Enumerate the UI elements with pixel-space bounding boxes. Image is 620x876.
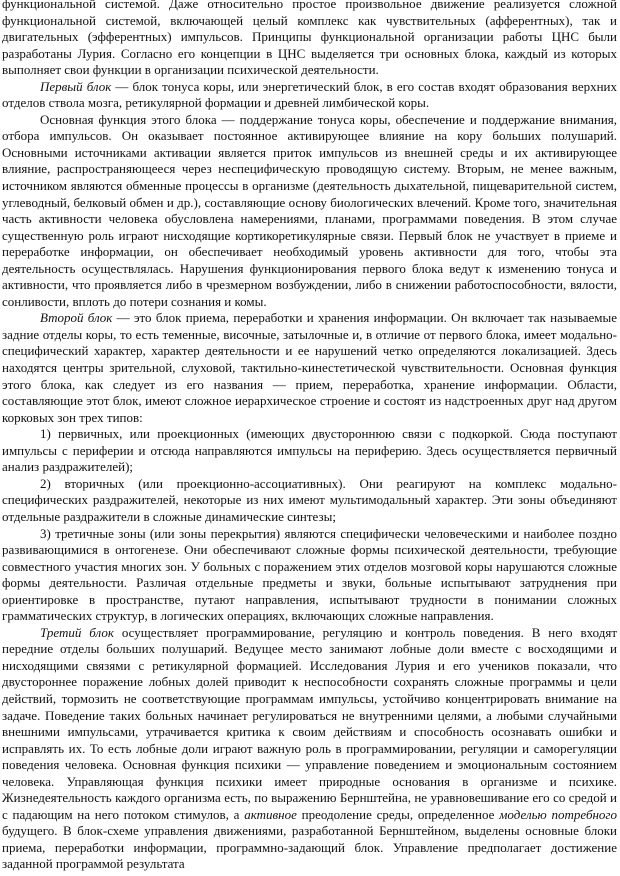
third-block-text-b: преодоление среды, определенное [296,806,500,822]
paragraph-intro [2,0,617,79]
secondary-zones-text: 2) вторичных (или проекционно-ассоциативных). Они реагируют на комплекс модально-специфических раздражителей, некоторые из них имеют мультимодальный характер. Эти зоны объединяют отдельные раздражители в сложные динамические синтезы; [2,475,617,524]
primary-zones-text: 1) первичных, или проекционных (имеющих двустороннюю связи с подкоркой. Сюда поступают импульсы с периферии и отсюда направляются импульсы на периферию. Здесь осуществляется первичный анализ раздражителей); [2,426,617,475]
first-block-text: — блок тонуса коры, или энергетический блок, в его состав входят образования верхних отделов ствола мозга, ретикулярной формации и древней лимбической коры. [2,78,618,111]
first-block-function-text: Основная функция этого блока — поддержание тонуса коры, обеспечение и поддержание внимания, отбора импульсов. Он оказывает постоянное активирующее влияние на кору больших полушарий. Основными источниками активации является приток импульсов из внешней среды и их активирующее влияние, распространяющееся через неспецифическую проводящую систему. Вторым, не менее важным, источником являются обменные процессы в организме (деятельность дыхательной, пищеварительной систем, углеводный, белковый обмен и др.), составляющие основу биологических влечений. Кроме того, значительная часть активности человека обусловлена намерениями, планами, программами поведения. В этом случае существенную роль играют нисходящие кортикоретикулярные связи. Первый блок не участвует в приеме и переработке информации, он обеспечивает необходимый уровень активности для того, чтобы эта деятельность осуществлялась. Нарушения функционирования первого блока ведут к изменению тонуса и активности, что проявляется либо в чрезмерном возбуждении, либо в снижении работоспособности, вялости, сонливости, вплоть до потери сознания и комы. [2,111,617,309]
intro-text: функциональной системой. Даже относительно простое произвольное движение реализуется сложной функциональной системой, включающей целый комплекс как чувствительных (афферентных), так и двигательных (эфферентных) импульсов. Принципы функциональной организации работы ЦНС были разработаны Лурия. Согласно его концепции в ЦНС выделяется три основных блока, каждый из которых выполняет свои функции в организации психической деятельности. [2,0,617,78]
second-block-text: — это блок приема, переработки и хранения информации. Он включает так называемые задние отделы коры, то есть теменные, височные, затылочные и, в отличие от первого блока, имеет модально-специфический характер, характер деятельности и ее нарушений четко определяются локализацией. Здесь находятся центры зрительной, слуховой, тактильно-кинестетической чувствительности. Основная функция этого блока, как следует из его названия — прием, переработка, хранение информации. Области, составляющие этот блок, имеют сложное иерархическое строение и состоят из надстроенных друг над другом корковых зон трех типов: [2,310,617,425]
third-block-term: Третий блок [40,624,114,640]
second-block-term: Второй блок [40,310,113,326]
model-term: моделью потребного [499,806,617,822]
paragraph-first-block [2,79,617,112]
paragraph-first-block-function [2,112,617,311]
third-block-text-a: осуществляет программирование, регуляцию и контроль поведения. В него входят передние отделы больших полушарий. Ведущее место занимают лобные доли вместе с восходящими и нисходящими связями с ретикулярной формацией. Исследования Лурия и его учеников показали, что двустороннее поражение лобных долей приводит к неспособности сохранять сложные программы и цели действий, тормозить не соответствующие программам импульсы, устойчиво концентрировать внимание на задаче. Поведение таких больных начинает регулироваться не внутренними целями, а любыми случайными внешними импульсами, утрачивается критика к своим действиям и способность осознавать ошибки и исправлять их. То есть лобные доли играют важную роль в программировании, регуляции и саморегуляции поведения человека. Основная функция психики — управление поведением и эмоциональным состоянием человека. Управляющая функция психики имеет природные основания в организме и психике. Жизнедеятельность каждого организма есть, по выражению Бернштейна, не уравновешивание его со средой и с падающим на него потоком стимулов, а [2,624,617,822]
first-block-term: Первый блок [40,78,112,94]
paragraph-third-block [2,625,617,873]
list-item-primary-zones [2,426,617,476]
tertiary-zones-text: 3) третичные зоны (или зоны перекрытия) являются специфически человеческими и наиболее поздно развивающимися в онтогенезе. Они обеспечивают сложные формы психической деятельности, требующие совместного участия многих зон. У больных с поражением этих отделов мозговой коры нарушаются сложные формы деятельности. Различая отдельные предметы и звуки, больные испытывают затруднения при ориентировке в пространстве, путают направления, испытывают трудности в понимании сложных грамматических структур, в логических операциях, включающих сложные направления. [2,525,617,624]
active-term: активное [244,806,297,822]
list-item-secondary-zones [2,476,617,526]
list-item-tertiary-zones [2,526,617,625]
paragraph-second-block [2,310,617,426]
third-block-text-c: будущего. В блок-схеме управления движениями, разработанной Бернштейном, выделены основные блоки приема, переработки информации, программно-задающий блок. Управление предполагает достижение заданной программой результата [2,823,617,872]
